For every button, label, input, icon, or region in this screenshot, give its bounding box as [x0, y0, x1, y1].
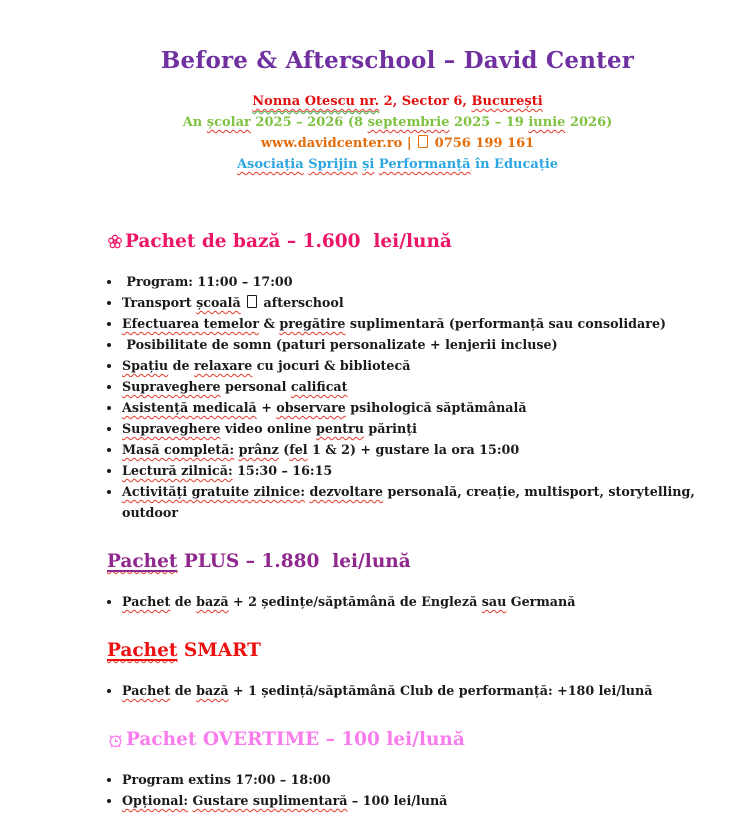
misspelled-word: Activități gratuite zilnice:	[122, 484, 306, 499]
misspelled-word: Sprijin	[308, 157, 358, 172]
bullet-item: • Efectuarea temelor & pregătire suplimentară (performanță sau consolidare)	[122, 313, 735, 334]
bullet-item: • Activități gratuite zilnice: dezvoltare personală, creație, multisport, storytelling, outdoor	[122, 481, 735, 523]
bullet-item: • Supraveghere personal calificat	[122, 376, 735, 397]
misspelled-word: pentru	[316, 421, 364, 436]
bullet-item: • Opțional: Gustare suplimentară – 100 lei/lună	[122, 790, 735, 811]
section-heading-text: Pachet de bază – 1.600 lei/lună	[125, 231, 452, 252]
misspelled-word: pregătire	[279, 316, 346, 331]
misspelled-word: școlar	[206, 115, 251, 130]
section-heading-pachet-de-baza	[107, 230, 735, 254]
misspelled-word: Spațiu	[122, 358, 169, 373]
misspelled-word: Pachet	[122, 683, 171, 698]
underlined-text: Pachet	[107, 640, 178, 661]
bullet-item: • Program extins 17:00 – 18:00	[122, 769, 735, 790]
address-line: Nonna Otescu nr. 2, Sector 6, București	[252, 94, 543, 109]
misspelled-word: iunie	[528, 115, 566, 130]
bullet-list-pachet-overtime	[100, 769, 735, 811]
misspelled-word: sau	[481, 594, 507, 609]
bullet-item: • Asistență medicală + observare psihologică săptămânală	[122, 397, 735, 418]
misspelled-word: Masă completă:	[122, 442, 235, 457]
bullet-list-pachet-de-baza	[100, 271, 735, 523]
misspelled-word: fel	[289, 442, 308, 457]
section-heading-text: Pachet SMART	[107, 640, 261, 661]
section-heading-text: Pachet OVERTIME – 100 lei/lună	[126, 729, 465, 750]
misspelled-word: școală	[196, 295, 241, 310]
association-line: Asociația Sprijin și Performanță în Educație	[236, 157, 559, 172]
bullet-item: • Spațiu de relaxare cu jocuri & bibliotecă	[122, 355, 735, 376]
misspelled-word	[107, 551, 177, 572]
misspelled-word: septembrie	[367, 115, 450, 130]
bullet-item: • Program: 11:00 – 17:00	[122, 271, 735, 292]
section-heading-pachet-overtime	[107, 728, 735, 752]
bullet-list-pachet-plus	[100, 591, 735, 612]
bullet-item: • Transport școală afterschool	[122, 292, 735, 313]
misspelled-word: bază	[196, 594, 229, 609]
document-title: Before & Afterschool – David Center	[160, 47, 635, 74]
misspelled-word: Asociația	[236, 157, 304, 172]
grammar-flagged-text	[252, 94, 379, 109]
misspelled-word: Performanță	[378, 157, 471, 172]
bullet-item: • Supraveghere video online pentru părinți	[122, 418, 735, 439]
phone-glyph-box	[418, 135, 428, 148]
bullet-item: • Pachet de bază + 2 ședințe/săptămână de Engleză sau Germană	[122, 591, 735, 612]
flower-icon	[107, 234, 123, 250]
section-pachet-smart	[100, 639, 735, 701]
misspelled-word: Supraveghere	[122, 379, 221, 394]
misspelled-word: Gustare suplimentară	[192, 793, 348, 808]
misspelled-word: Efectuarea temelor	[122, 316, 260, 331]
misspelled-word: dezvoltare	[309, 484, 384, 499]
misspelled-word: Lectură zilnică:	[122, 463, 233, 478]
section-heading-pachet-plus	[107, 550, 735, 574]
section-pachet-overtime	[100, 728, 735, 811]
bullet-list-pachet-smart	[100, 680, 735, 701]
bullet-item: • Posibilitate de somn (paturi personalizate + lenjerii incluse)	[122, 334, 735, 355]
bullet-item: • Pachet de bază + 1 ședință/săptămână Club de performanță: +180 lei/lună	[122, 680, 735, 701]
alarm-clock-icon	[107, 732, 124, 749]
misspelled-word: București	[471, 94, 543, 109]
school-year-line: An școlar 2025 – 2026 (8 septembrie 2025 – 19 iunie 2026)	[182, 115, 613, 130]
misspelled-word: bază	[196, 683, 229, 698]
package-sections	[100, 230, 735, 811]
section-heading-text: Pachet PLUS – 1.880 lei/lună	[107, 551, 411, 572]
misspelled-word: prânz	[238, 442, 279, 457]
misspelled-word: Pachet	[122, 594, 171, 609]
bullet-item: • Lectură zilnică: 15:30 – 16:15	[122, 460, 735, 481]
misspelled-word: relaxare	[193, 358, 253, 373]
bullet-item: • Masă completă: prânz (fel 1 & 2) + gustare la ora 15:00	[122, 439, 735, 460]
document-header	[100, 46, 735, 175]
misspelled-word: calificat	[290, 379, 348, 394]
misspelled-word: Supraveghere	[122, 421, 221, 436]
section-pachet-plus	[100, 550, 735, 612]
misspelled-word: Asistență medicală	[122, 400, 257, 415]
section-heading-pachet-smart	[107, 639, 735, 663]
section-pachet-de-baza	[100, 230, 735, 523]
misspelled-word: observare	[276, 400, 346, 415]
contact-line: www.davidcenter.ro | 0756 199 161	[260, 136, 535, 151]
misspelled-word: Opțional:	[122, 793, 189, 808]
misspelled-word: și	[362, 157, 375, 172]
misspelled-word	[107, 640, 177, 661]
underlined-text: Pachet	[107, 551, 178, 572]
arrow-glyph-box	[247, 295, 257, 308]
misspelled-word: Nonna Otescu nr.	[252, 94, 380, 109]
